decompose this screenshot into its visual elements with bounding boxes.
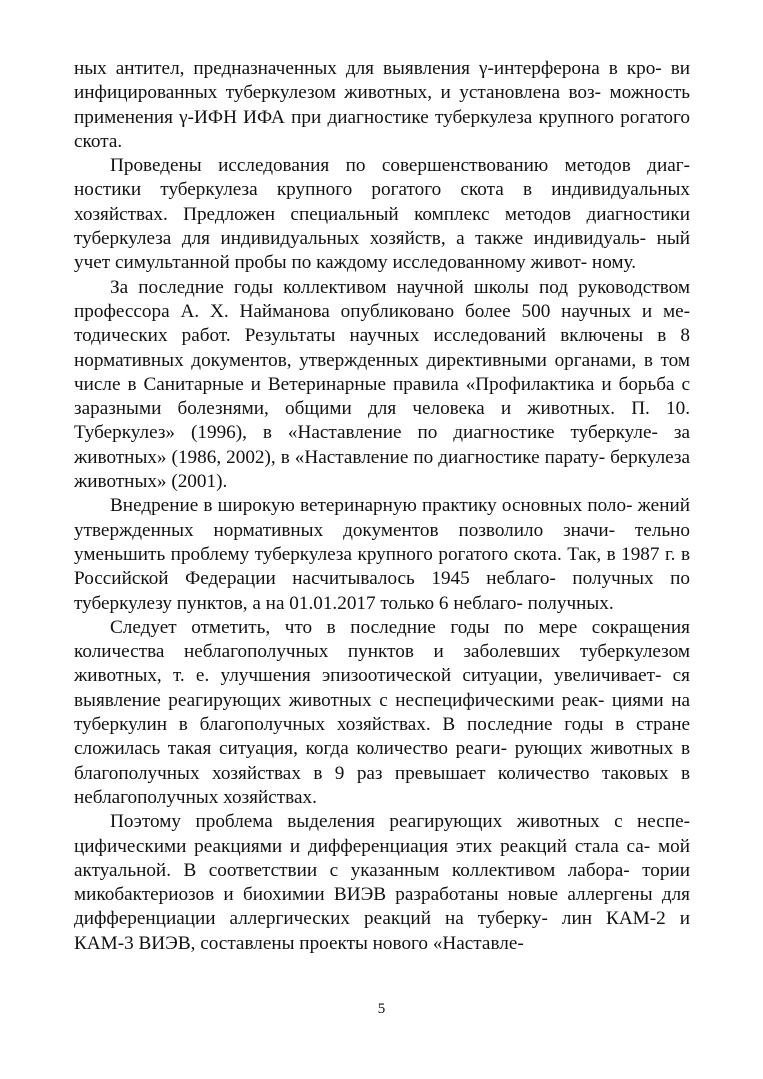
text-line: циями на туберкулин в благополучных хозяйствах. В последние bbox=[74, 689, 690, 736]
text-line: и борьба с заразными болезнями, общими для человека и животных. bbox=[74, 373, 691, 420]
text-line: за животных» (1986, 2002), в «Наставление по диагностике парату- bbox=[74, 422, 690, 468]
text-line: ви инфицированных туберкулезом животных, и установлена воз- bbox=[74, 58, 691, 104]
text-line: Так, в 1987 г. в Российской Федерации насчитывалось 1945 неблаго- bbox=[74, 543, 691, 590]
text-line: мой актуальной. В соответствии с указанным коллективом лабора- bbox=[74, 835, 690, 881]
text-line: цифическими реакциями и дифференциация этих реакций стала са- bbox=[74, 835, 651, 857]
text-line: можность применения γ-ИФН ИФА при диагностике туберкулеза bbox=[74, 82, 690, 128]
text-line: беркулеза животных» (2001). bbox=[74, 446, 690, 493]
paragraph-5 bbox=[74, 616, 690, 810]
text-line: Внедрение в широкую ветеринарную практику основных поло- bbox=[110, 495, 633, 517]
text-line: ных антител, предназначенных для выявления γ-интерферона в кро- bbox=[74, 58, 662, 79]
text-line: тельно уменьшить проблему туберкулеза крупного рогатого скота. bbox=[74, 519, 691, 565]
text-line: ностики туберкулеза крупного рогатого скота в индивидуальных bbox=[74, 179, 690, 201]
text-line: П. 10. Туберкулез» (1996), в «Наставление по диагностике туберкуле- bbox=[74, 398, 690, 444]
text-line: Следует отметить, что в последние годы по мере сокращения bbox=[110, 616, 690, 638]
text-line: лин КАМ-2 и КАМ-3 ВИЭВ, составлены проекты нового «Наставле- bbox=[74, 908, 690, 954]
text-line: количества неблагополучных пунктов и заболевших туберкулезом bbox=[74, 641, 690, 663]
text-line: аллергены для дифференциации аллергических реакций на туберку- bbox=[74, 884, 691, 930]
paragraph-1 bbox=[74, 57, 690, 154]
text-line: Поэтому проблема выделения реагирующих животных с неспе- bbox=[110, 811, 690, 833]
text-line: 8 нормативных документов, утвержденных директивными органами, bbox=[74, 325, 691, 371]
page-number: 5 bbox=[377, 1001, 386, 1017]
text-line: ному. bbox=[591, 252, 637, 274]
paragraph-2 bbox=[74, 154, 690, 275]
text-line: количество таковых в неблагополучных хозяйствах. bbox=[74, 762, 691, 808]
text-line: тодических работ. Результаты научных исследований включены в bbox=[74, 325, 667, 347]
page-body bbox=[74, 57, 690, 956]
text-line: в том числе в Санитарные и Ветеринарные правила «Профилактика bbox=[74, 349, 691, 395]
text-line: хозяйствах. Предложен специальный комплекс методов диагностики bbox=[74, 203, 690, 225]
text-line: ся выявление реагирующих животных с неспецифическими реак- bbox=[74, 665, 690, 711]
text-line: рующих животных в благополучных хозяйствах в 9 раз превышает bbox=[74, 738, 691, 784]
text-line: За последние годы коллективом научной школы под руководством bbox=[110, 276, 690, 298]
paragraph-4 bbox=[74, 494, 690, 615]
text-line: годы в стране сложилась такая ситуация, когда количество реаги- bbox=[74, 714, 690, 760]
text-line: жений утвержденных нормативных документов позволило значи- bbox=[74, 495, 690, 541]
paragraph-6 bbox=[74, 810, 690, 956]
text-line: туберкулеза для индивидуальных хозяйств, а также индивидуаль- bbox=[74, 228, 647, 250]
text-line: получных по туберкулезу пунктов, а на 01.01.2017 только 6 неблаго- bbox=[74, 568, 691, 614]
text-line: ный учет симультанной пробы по каждому исследованному живот- bbox=[74, 228, 690, 274]
text-line: животных, т. е. улучшения эпизоотической ситуации, увеличивает- bbox=[74, 665, 662, 687]
text-line: крупного рогатого скота. bbox=[74, 106, 690, 152]
text-line: тории микобактериозов и биохимии ВИЭВ разработаны новые bbox=[74, 859, 690, 906]
text-line: получных. bbox=[527, 592, 614, 614]
text-line: профессора А. Х. Найманова опубликовано более 500 научных и ме- bbox=[74, 300, 690, 322]
paragraph-3 bbox=[74, 276, 690, 495]
text-line: Проведены исследования по совершенствованию методов диаг- bbox=[110, 155, 690, 177]
